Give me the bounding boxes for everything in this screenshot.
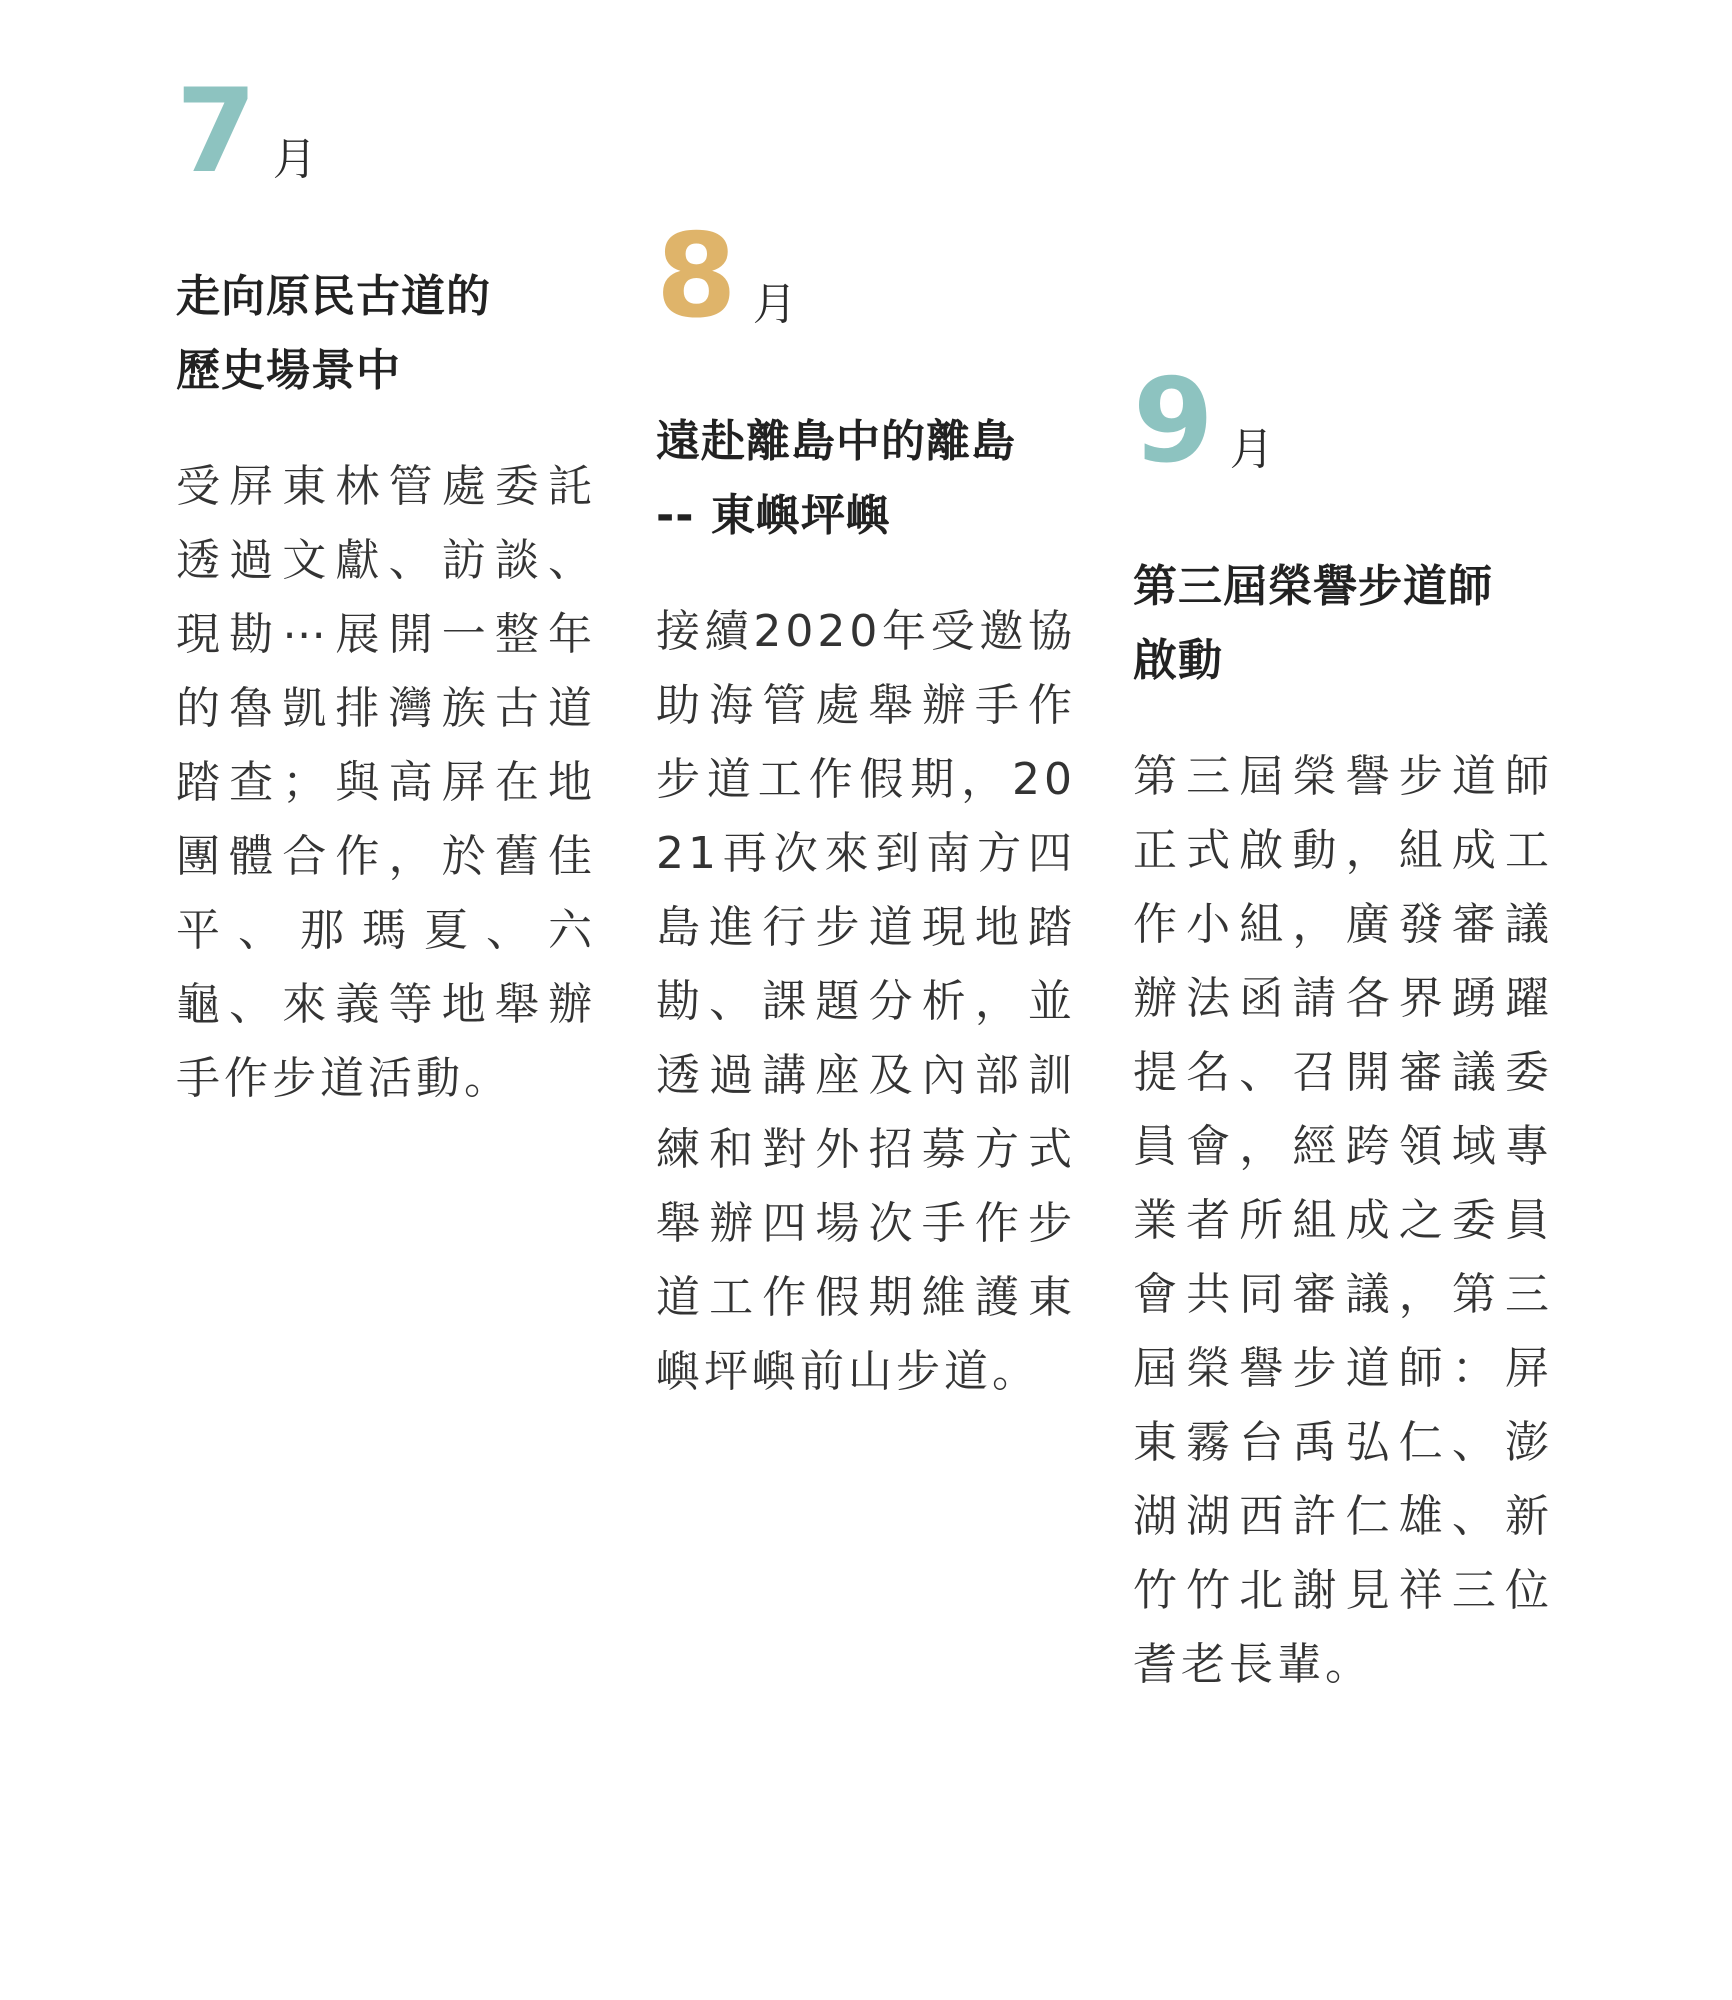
july-body: 受屏東林管處委託透過文獻、訪談、現勘⋯展開一整年的魯凱排灣族古道踏查；與高屏在地團體合作，於舊佳平、那瑪夏、六龜、來義等地舉辦手作步道活動。 bbox=[176, 461, 596, 1104]
july-column bbox=[176, 64, 596, 1160]
august-column bbox=[656, 209, 1076, 1453]
july-month-unit: 月 bbox=[272, 134, 317, 185]
september-title: 第三屆榮譽步道師 啟動 bbox=[1133, 561, 1493, 686]
august-body: 接續2020年受邀協助海管處舉辦手作步道工作假期，2021再次來到南方四島進行步道現地踏勘、課題分析，並透過講座及內部訓練和對外招募方式舉辦四場次手作步道工作假期維護東嶼坪嶼前山步道。 bbox=[656, 606, 1076, 1397]
september-month-unit: 月 bbox=[1229, 424, 1274, 475]
august-month-number: 8 bbox=[656, 209, 737, 344]
september-month-number: 9 bbox=[1133, 354, 1214, 489]
july-month-number: 7 bbox=[176, 64, 257, 199]
july-heading bbox=[176, 64, 596, 199]
august-title: 遠赴離島中的離島 -- 東嶼坪嶼 bbox=[656, 416, 1016, 541]
september-body: 第三屆榮譽步道師正式啟動，組成工作小組，廣發審議辦法函請各界踴躍提名、召開審議委員會，經跨領域專業者所組成之委員會共同審議，第三屆榮譽步道師：屏東霧台禹弘仁、澎湖湖西許仁雄、新竹竹北謝見祥三位耆老長輩。 bbox=[1133, 751, 1553, 1690]
september-heading bbox=[1133, 354, 1553, 489]
august-heading bbox=[656, 209, 1076, 344]
july-title: 走向原民古道的 歷史場景中 bbox=[176, 271, 491, 396]
august-month-unit: 月 bbox=[752, 279, 797, 330]
september-column bbox=[1133, 354, 1553, 1746]
